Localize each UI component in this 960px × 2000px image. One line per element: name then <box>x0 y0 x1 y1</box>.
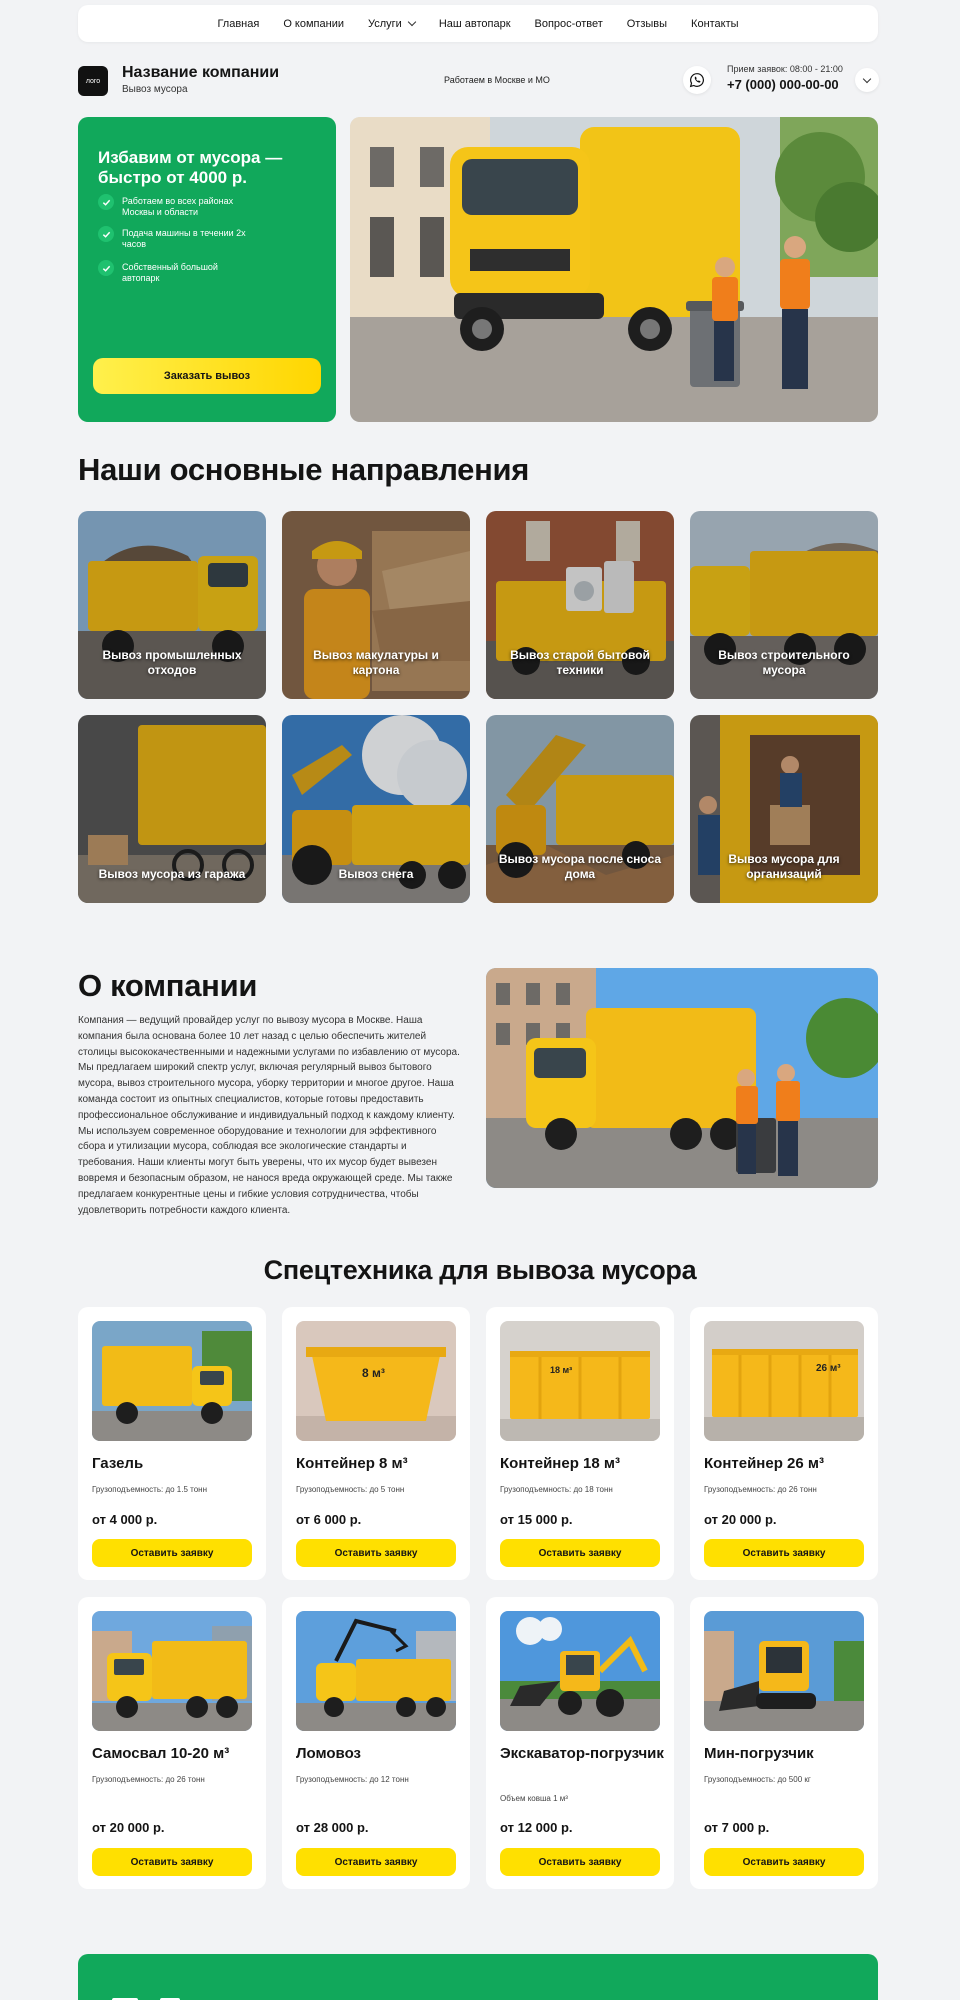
leave-request-button[interactable]: Оставить заявку <box>296 1848 456 1876</box>
contacts-dropdown-button[interactable] <box>855 68 879 92</box>
equipment-name: Экскаватор-погрузчик <box>500 1745 664 1762</box>
service-region: Работаем в Москве и МО <box>444 75 550 85</box>
check-icon <box>98 260 114 276</box>
equipment-capacity: Грузоподъемность: до 12 тонн <box>296 1775 409 1784</box>
equipment-price: от 12 000 р. <box>500 1820 573 1835</box>
direction-card-paper[interactable] <box>282 511 470 699</box>
equipment-name: Ломовоз <box>296 1745 361 1762</box>
direction-card-construction[interactable] <box>690 511 878 699</box>
equipment-image <box>296 1321 456 1441</box>
equipment-image <box>500 1611 660 1731</box>
whatsapp-button[interactable] <box>683 66 711 94</box>
hero-bullet <box>98 226 252 251</box>
equipment-capacity: Объем ковша 1 м³ <box>500 1794 568 1803</box>
nav-link-faq[interactable]: Вопрос-ответ <box>534 17 603 30</box>
equipment-card-mini-loader <box>690 1597 878 1889</box>
company-subtitle: Вывоз мусора <box>122 84 188 95</box>
hero-bullet-text: Собственный большой автопарк <box>122 262 218 284</box>
order-removal-button[interactable]: Заказать вывоз <box>93 358 321 394</box>
equipment-price: от 20 000 р. <box>704 1512 777 1527</box>
nav-link-reviews[interactable]: Отзывы <box>626 17 668 30</box>
equipment-card-container-8 <box>282 1307 470 1580</box>
equipment-name: Контейнер 26 м³ <box>704 1455 824 1472</box>
direction-label: Вывоз макулатуры и картона <box>313 648 439 677</box>
nav-link-services-label: Услуги <box>367 17 402 30</box>
chevron-down-icon <box>863 74 871 82</box>
phone-number[interactable]: +7 (000) 000-00-00 <box>727 77 839 92</box>
direction-label: Вывоз старой бытовой техники <box>510 648 650 677</box>
direction-card-appliances[interactable] <box>486 511 674 699</box>
equipment-price: от 28 000 р. <box>296 1820 369 1835</box>
equipment-capacity: Грузоподъемность: до 26 тонн <box>704 1485 817 1494</box>
working-hours: Прием заявок: 08:00 - 21:00 <box>727 64 843 74</box>
equipment-price: от 6 000 р. <box>296 1512 362 1527</box>
equipment-name: Самосвал 10-20 м³ <box>92 1745 230 1762</box>
whatsapp-icon <box>689 72 705 88</box>
nav-link-home[interactable]: Главная <box>217 17 260 30</box>
leave-request-button[interactable]: Оставить заявку <box>92 1848 252 1876</box>
hero-bullet <box>98 260 252 285</box>
check-icon <box>98 194 114 210</box>
logo[interactable]: лого <box>78 66 108 96</box>
equipment-capacity: Грузоподъемность: до 26 тонн <box>92 1775 205 1784</box>
equipment-price: от 4 000 р. <box>92 1512 158 1527</box>
equipment-image <box>92 1321 252 1441</box>
leave-request-button[interactable]: Оставить заявку <box>704 1848 864 1876</box>
hero-image-garbage-truck <box>350 117 878 422</box>
equipment-card-backhoe-loader <box>486 1597 674 1889</box>
equipment-card-gazelle <box>78 1307 266 1580</box>
direction-label: Вывоз мусора для организаций <box>728 852 840 881</box>
hero-bullet <box>98 194 252 219</box>
equipment-image <box>296 1611 456 1731</box>
cropped-heading-fragment <box>112 1994 272 2000</box>
equipment-capacity: Грузоподъемность: до 5 тонн <box>296 1485 405 1494</box>
equipment-image <box>500 1321 660 1441</box>
chevron-down-icon <box>408 18 416 26</box>
container-volume-label: 8 м³ <box>362 1366 385 1380</box>
container-volume-label: 26 м³ <box>816 1363 841 1374</box>
direction-label: Вывоз мусора из гаража <box>98 866 246 881</box>
nav-link-about[interactable]: О компании <box>283 17 344 30</box>
direction-card-garage[interactable] <box>78 715 266 903</box>
equipment-capacity: Грузоподъемность: до 1.5 тонн <box>92 1485 208 1494</box>
direction-card-demolition[interactable] <box>486 715 674 903</box>
about-heading: О компании <box>78 968 258 1003</box>
equipment-name: Контейнер 8 м³ <box>296 1455 408 1472</box>
leave-request-button[interactable]: Оставить заявку <box>500 1539 660 1567</box>
hero-bullet-text: Подача машины в течении 2х часов <box>122 228 246 250</box>
equipment-capacity: Грузоподъемность: до 500 кг <box>704 1775 811 1784</box>
about-image-garbage-truck <box>486 968 878 1188</box>
hero-bullet-text: Работаем во всех районах Москвы и области <box>122 196 234 218</box>
equipment-image <box>92 1611 252 1731</box>
equipment-image <box>704 1321 864 1441</box>
hero-title: Избавим от мусора — быстро от 4000 р. <box>98 148 283 188</box>
equipment-price: от 7 000 р. <box>704 1820 770 1835</box>
directions-heading: Наши основные направления <box>78 452 530 487</box>
direction-label: Вывоз промышленных отходов <box>102 648 242 677</box>
container-volume-label: 18 м³ <box>550 1365 573 1375</box>
leave-request-button[interactable]: Оставить заявку <box>500 1848 660 1876</box>
about-text: Компания — ведущий провайдер услуг по вывозу мусора в Москве. Наша компания была основана более 10 лет назад с целью обеспечить жителей столицы высококачественными и надежными услугами по избавлению от мусора. Мы предлагаем широкий спектр услуг, включая регулярный вывоз бытового мусора, вывоз строительного мусора, уборку территории и многое другое. Наша команда состоит из опытных специалистов, которые готовы предоставить профессиональное обслуживание и индивидуальный подход к каждому клиенту. Мы используем современное оборудование и технологии для эффективного сбора и утилизации мусора, соблюдая все экологические стандарты и требования. Наши клиенты могут быть уверены, что их мусор будет вывезен вовремя и безопасным образом, не нанося вреда окружающей среде. Мы также предлагаем конкурентные цены и гибкие условия сотрудничества, чтобы удовлетворить потребности каждого клиента. <box>78 1015 460 1216</box>
equipment-name: Мин-погрузчик <box>704 1745 814 1762</box>
nav-link-contacts[interactable]: Контакты <box>691 17 739 30</box>
nav-link-services[interactable] <box>368 18 415 30</box>
leave-request-button[interactable]: Оставить заявку <box>704 1539 864 1567</box>
equipment-image <box>704 1611 864 1731</box>
equipment-card-container-18 <box>486 1307 674 1580</box>
nav-link-fleet[interactable]: Наш автопарк <box>438 17 511 30</box>
equipment-price: от 20 000 р. <box>92 1820 165 1835</box>
direction-label: Вывоз мусора после сноса дома <box>498 852 662 881</box>
leave-request-button[interactable]: Оставить заявку <box>296 1539 456 1567</box>
direction-card-organizations[interactable] <box>690 715 878 903</box>
direction-card-industrial-waste[interactable] <box>78 511 266 699</box>
direction-card-snow[interactable] <box>282 715 470 903</box>
check-icon <box>98 226 114 242</box>
equipment-card-dump-truck <box>78 1597 266 1889</box>
equipment-heading: Спецтехника для вывоза мусора <box>263 1255 697 1285</box>
equipment-name: Газель <box>92 1455 144 1472</box>
equipment-price: от 15 000 р. <box>500 1512 573 1527</box>
equipment-name: Контейнер 18 м³ <box>500 1455 620 1472</box>
company-name: Название компании <box>122 64 280 81</box>
equipment-capacity: Грузоподъемность: до 18 тонн <box>500 1485 613 1494</box>
equipment-card-container-26 <box>690 1307 878 1580</box>
direction-label: Вывоз снега <box>338 866 414 881</box>
equipment-card-scrap-truck <box>282 1597 470 1889</box>
next-section-banner <box>78 1954 878 2000</box>
top-navigation <box>78 5 878 42</box>
leave-request-button[interactable]: Оставить заявку <box>92 1539 252 1567</box>
direction-label: Вывоз строительного мусора <box>718 648 850 677</box>
